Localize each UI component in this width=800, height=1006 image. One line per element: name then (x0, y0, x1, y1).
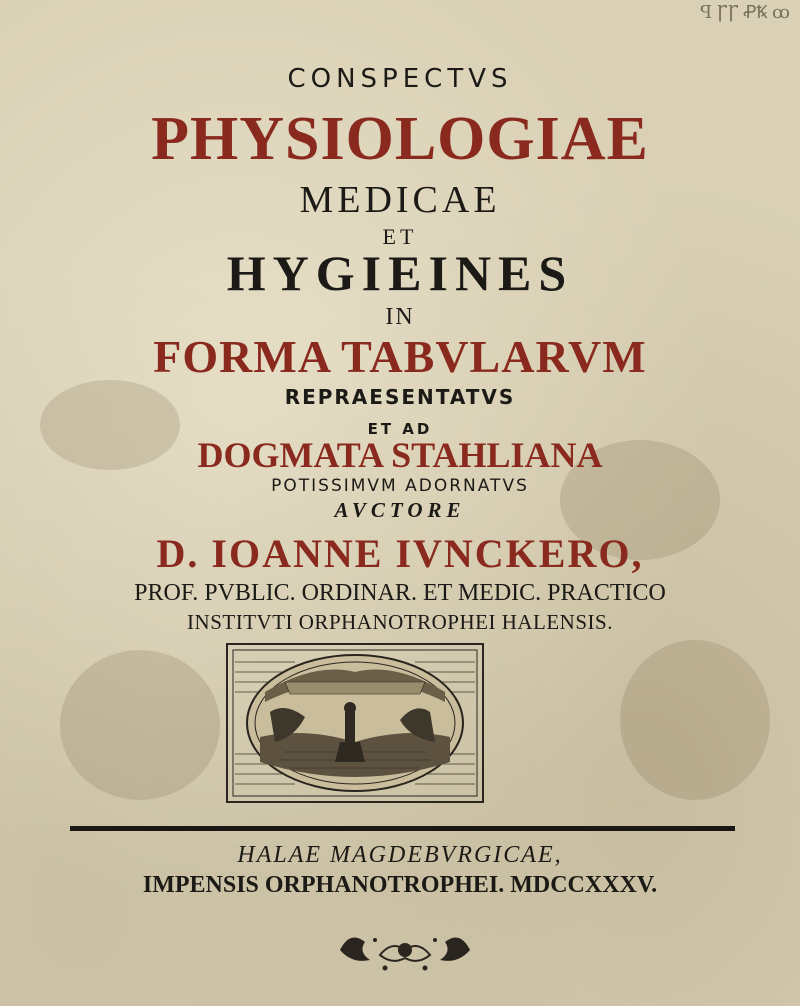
title-line-physiologiae: PHYSIOLOGIAE (151, 105, 649, 173)
title-line-repraesentatus: REPRAESENTATVS (284, 385, 516, 409)
landscape-engraving-icon (225, 642, 485, 804)
title-line-dogmata: DOGMATA STAHLIANA (197, 435, 603, 475)
author-name: D. IOANNE IVNCKERO, (156, 531, 644, 576)
title-line-in: IN (385, 304, 415, 330)
horizontal-rule (70, 826, 735, 831)
title-line-medicae: MEDICAE (299, 179, 501, 221)
title-line-hygieines: HYGIEINES (226, 245, 574, 301)
paper-stain (60, 650, 220, 800)
author-title: PROF. PVBLIC. ORDINAR. ET MEDIC. PRACTICO (134, 580, 666, 606)
shelfmark: ꟼ ꞄꞄ ꝒꝄ ꝏ (700, 2, 790, 22)
author-institution: INSTITVTI ORPHANOTROPHEI HALENSIS. (187, 610, 613, 634)
author-label: AVCTORE (334, 498, 466, 522)
title-line-et-ad: ET AD (367, 420, 433, 438)
title-line-conspectus: CONSPECTVS (287, 64, 513, 94)
printers-flower-icon (330, 920, 480, 980)
imprint-publisher: IMPENSIS ORPHANOTROPHEI. MDCCXXXV. (142, 872, 658, 898)
title-line-forma-tabularum: FORMA TABVLARVM (153, 331, 647, 382)
paper-stain (620, 640, 770, 800)
title-line-potissimum: POTISSIMVM ADORNATVS (271, 476, 529, 496)
title-line-et: ET (382, 224, 418, 249)
imprint-place: HALAE MAGDEBVRGICAE, (237, 842, 563, 868)
